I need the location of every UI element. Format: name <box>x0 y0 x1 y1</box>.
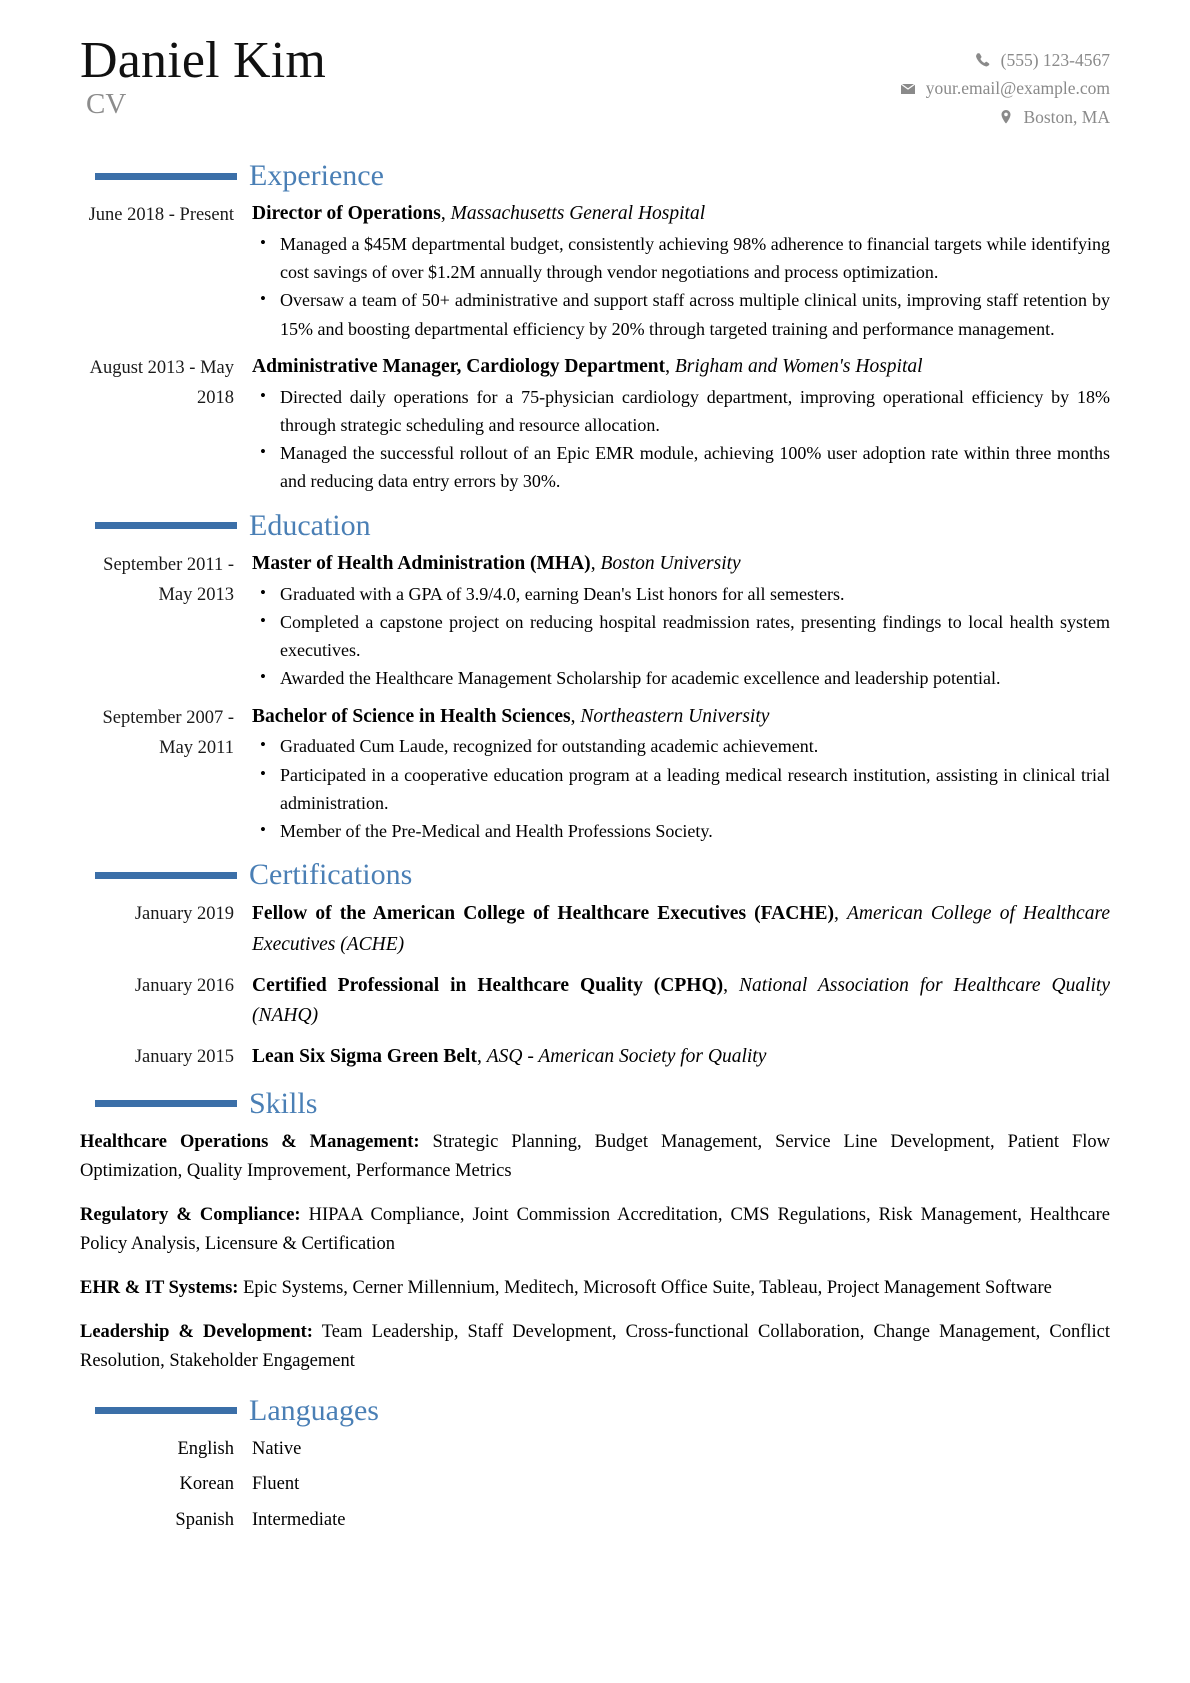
entry-separator: , <box>665 355 675 377</box>
entry-body <box>252 200 1110 343</box>
entry-separator: , <box>570 705 581 727</box>
language-row <box>80 1506 1110 1536</box>
experience-entry <box>80 200 1110 343</box>
skill-category: EHR & IT Systems: <box>80 1277 239 1298</box>
skill-items: Strategic Planning, Budget Management, Service Line Development, Patient Flow Optimization, Quality Improvement, Performance Metrics <box>80 1131 1110 1182</box>
language-name: Spanish <box>175 1509 234 1530</box>
entry-title <box>252 550 1110 579</box>
bullet-item: • Completed a capstone project on reducing hospital readmission rates, presenting findings to local health system executives. <box>252 608 1110 665</box>
section-rule <box>95 522 237 529</box>
skill-group <box>80 1274 1110 1304</box>
skill-items: HIPAA Compliance, Joint Commission Accreditation, CMS Regulations, Risk Management, Healthcare Policy Analysis, Licensure & Certification <box>80 1204 1111 1255</box>
bullet-item: • Graduated with a GPA of 3.9/4.0, earning Dean's List honors for all semesters. <box>252 580 1110 608</box>
contact-location-text: Boston, MA <box>1023 106 1110 127</box>
entry-separator: , <box>833 903 847 925</box>
entry-separator: , <box>590 552 601 574</box>
bullet-item: • Participated in a cooperative education program at a leading medical research institution, assisting in clinical trial administration. <box>252 761 1110 818</box>
cv-header <box>80 34 1110 152</box>
envelope-icon <box>900 80 917 97</box>
entry-bullet-list <box>252 230 1110 343</box>
section-heading-languages <box>80 1391 1110 1431</box>
certification-entry <box>80 899 1110 960</box>
language-level: Native <box>252 1438 302 1459</box>
entry-body <box>252 899 1110 960</box>
entry-position: Bachelor of Science in Health Sciences <box>252 705 571 727</box>
skill-group <box>80 1201 1110 1260</box>
contact-location[interactable] <box>900 103 1110 131</box>
document-subtitle: CV <box>86 88 127 121</box>
entry-position: Fellow of the American College of Healthcare Executives (FACHE) <box>252 903 834 925</box>
certification-entry <box>80 971 1110 1032</box>
bullet-item: • Directed daily operations for a 75-physician cardiology department, improving operational efficiency by 18% through strategic scheduling and resource allocation. <box>252 383 1110 440</box>
entry-bullet-list <box>252 732 1110 845</box>
education-entry <box>80 550 1110 693</box>
language-level: Intermediate <box>252 1509 346 1530</box>
section-heading-skills <box>80 1084 1110 1124</box>
section-title-text: Certifications <box>249 858 413 892</box>
entry-title <box>252 353 1110 382</box>
experience-entry <box>80 353 1110 496</box>
entry-separator: , <box>476 1046 487 1068</box>
section-title-text: Skills <box>249 1086 318 1120</box>
entry-body <box>252 703 1110 846</box>
bullet-item: • Graduated Cum Laude, recognized for outstanding academic achievement. <box>252 732 1110 760</box>
skill-category: Regulatory & Compliance: <box>80 1204 301 1225</box>
entry-position: Lean Six Sigma Green Belt <box>252 1046 477 1068</box>
entry-date: September 2011 - May 2013 <box>103 554 234 605</box>
entry-date: January 2016 <box>134 975 234 996</box>
skills-list <box>80 1128 1110 1377</box>
contact-email-text: your.email@example.com <box>925 78 1110 99</box>
entry-organization: ASQ - American Society for Quality <box>486 1046 767 1068</box>
entry-title <box>252 971 1110 1031</box>
section-heading-experience <box>80 156 1110 196</box>
entry-bullet-list <box>252 383 1110 496</box>
entry-organization: Boston University <box>600 552 741 574</box>
entry-title <box>252 200 1110 229</box>
certification-entry <box>80 1042 1110 1073</box>
entry-body <box>252 1042 1110 1073</box>
contact-block <box>900 34 1110 131</box>
section-skills <box>80 1084 1110 1377</box>
bullet-item: • Managed the successful rollout of an Epic EMR module, achieving 100% user adoption rate within three months and reducing data entry errors by 30%. <box>252 439 1110 496</box>
language-name: Korean <box>179 1474 234 1495</box>
bullet-item: • Member of the Pre-Medical and Health Professions Society. <box>252 817 1110 845</box>
language-row <box>80 1435 1110 1465</box>
entry-title <box>252 899 1110 959</box>
skill-items: Team Leadership, Staff Development, Cross-functional Collaboration, Change Management, Conflict Resolution, Stakeholder Engagement <box>80 1321 1110 1372</box>
skill-category: Healthcare Operations & Management: <box>80 1131 420 1152</box>
entry-organization: Northeastern University <box>580 705 770 727</box>
entry-title <box>252 703 1110 732</box>
entry-organization: Brigham and Women's Hospital <box>674 355 923 377</box>
skill-group <box>80 1318 1110 1377</box>
entry-date: June 2018 - Present <box>88 205 234 225</box>
entry-organization: American College of Healthcare Executives (ACHE) <box>252 903 1110 955</box>
entry-body <box>252 353 1110 496</box>
education-entry <box>80 703 1110 846</box>
section-rule <box>95 1407 237 1414</box>
bullet-item: • Oversaw a team of 50+ administrative and support staff across multiple clinical units, improving staff retention by 15% and boosting departmental efficiency by 20% through targeted training and performance management. <box>252 286 1110 343</box>
bullet-item: • Awarded the Healthcare Management Scholarship for academic excellence and leadership potential. <box>252 664 1110 692</box>
entry-position: Master of Health Administration (MHA) <box>252 552 591 574</box>
entry-date: January 2015 <box>134 1047 234 1068</box>
section-title-text: Experience <box>249 159 384 192</box>
entry-bullet-list <box>252 580 1110 693</box>
entry-separator: , <box>723 974 739 996</box>
section-languages <box>80 1391 1110 1536</box>
entry-date: August 2013 - May 2018 <box>89 357 234 408</box>
section-heading-certifications <box>80 855 1110 895</box>
section-certifications <box>80 855 1110 1073</box>
section-title-text: Languages <box>249 1393 379 1427</box>
contact-phone[interactable] <box>900 46 1110 74</box>
entry-separator: , <box>440 203 451 224</box>
entry-title <box>252 1042 1110 1072</box>
contact-email[interactable] <box>900 74 1110 102</box>
section-title-text: Education <box>249 508 371 542</box>
section-heading-education <box>80 506 1110 546</box>
bullet-item: • Managed a $45M departmental budget, consistently achieving 98% adherence to financial targets while identifying cost savings of over $1.2M annually through vendor negotiations and process optimization. <box>252 230 1110 287</box>
entry-position: Administrative Manager, Cardiology Department <box>252 355 666 377</box>
location-pin-icon <box>997 108 1014 125</box>
section-rule <box>95 872 237 879</box>
entry-body <box>252 550 1110 693</box>
entry-position: Certified Professional in Healthcare Quality (CPHQ) <box>252 974 724 996</box>
skill-items: Epic Systems, Cerner Millennium, Meditech, Microsoft Office Suite, Tableau, Project Management Software <box>243 1277 1052 1298</box>
entry-position: Director of Operations <box>252 203 441 224</box>
entry-organization: Massachusetts General Hospital <box>450 203 706 224</box>
entry-body <box>252 971 1110 1032</box>
entry-date: January 2019 <box>134 904 234 925</box>
phone-icon <box>975 52 992 69</box>
contact-phone-text: (555) 123-4567 <box>1000 50 1110 70</box>
entry-organization: National Association for Healthcare Quality (NAHQ) <box>252 974 1110 1027</box>
language-row <box>80 1470 1110 1500</box>
section-rule <box>95 173 237 180</box>
entry-date: September 2007 - May 2011 <box>102 707 234 758</box>
section-experience <box>80 156 1110 496</box>
section-rule <box>95 1100 237 1107</box>
skill-category: Leadership & Development: <box>80 1321 313 1342</box>
full-name: Daniel Kim <box>80 32 327 89</box>
language-level: Fluent <box>252 1474 300 1495</box>
skill-group <box>80 1128 1110 1187</box>
language-name: English <box>177 1438 234 1459</box>
identity-block <box>80 34 326 121</box>
section-education <box>80 506 1110 846</box>
